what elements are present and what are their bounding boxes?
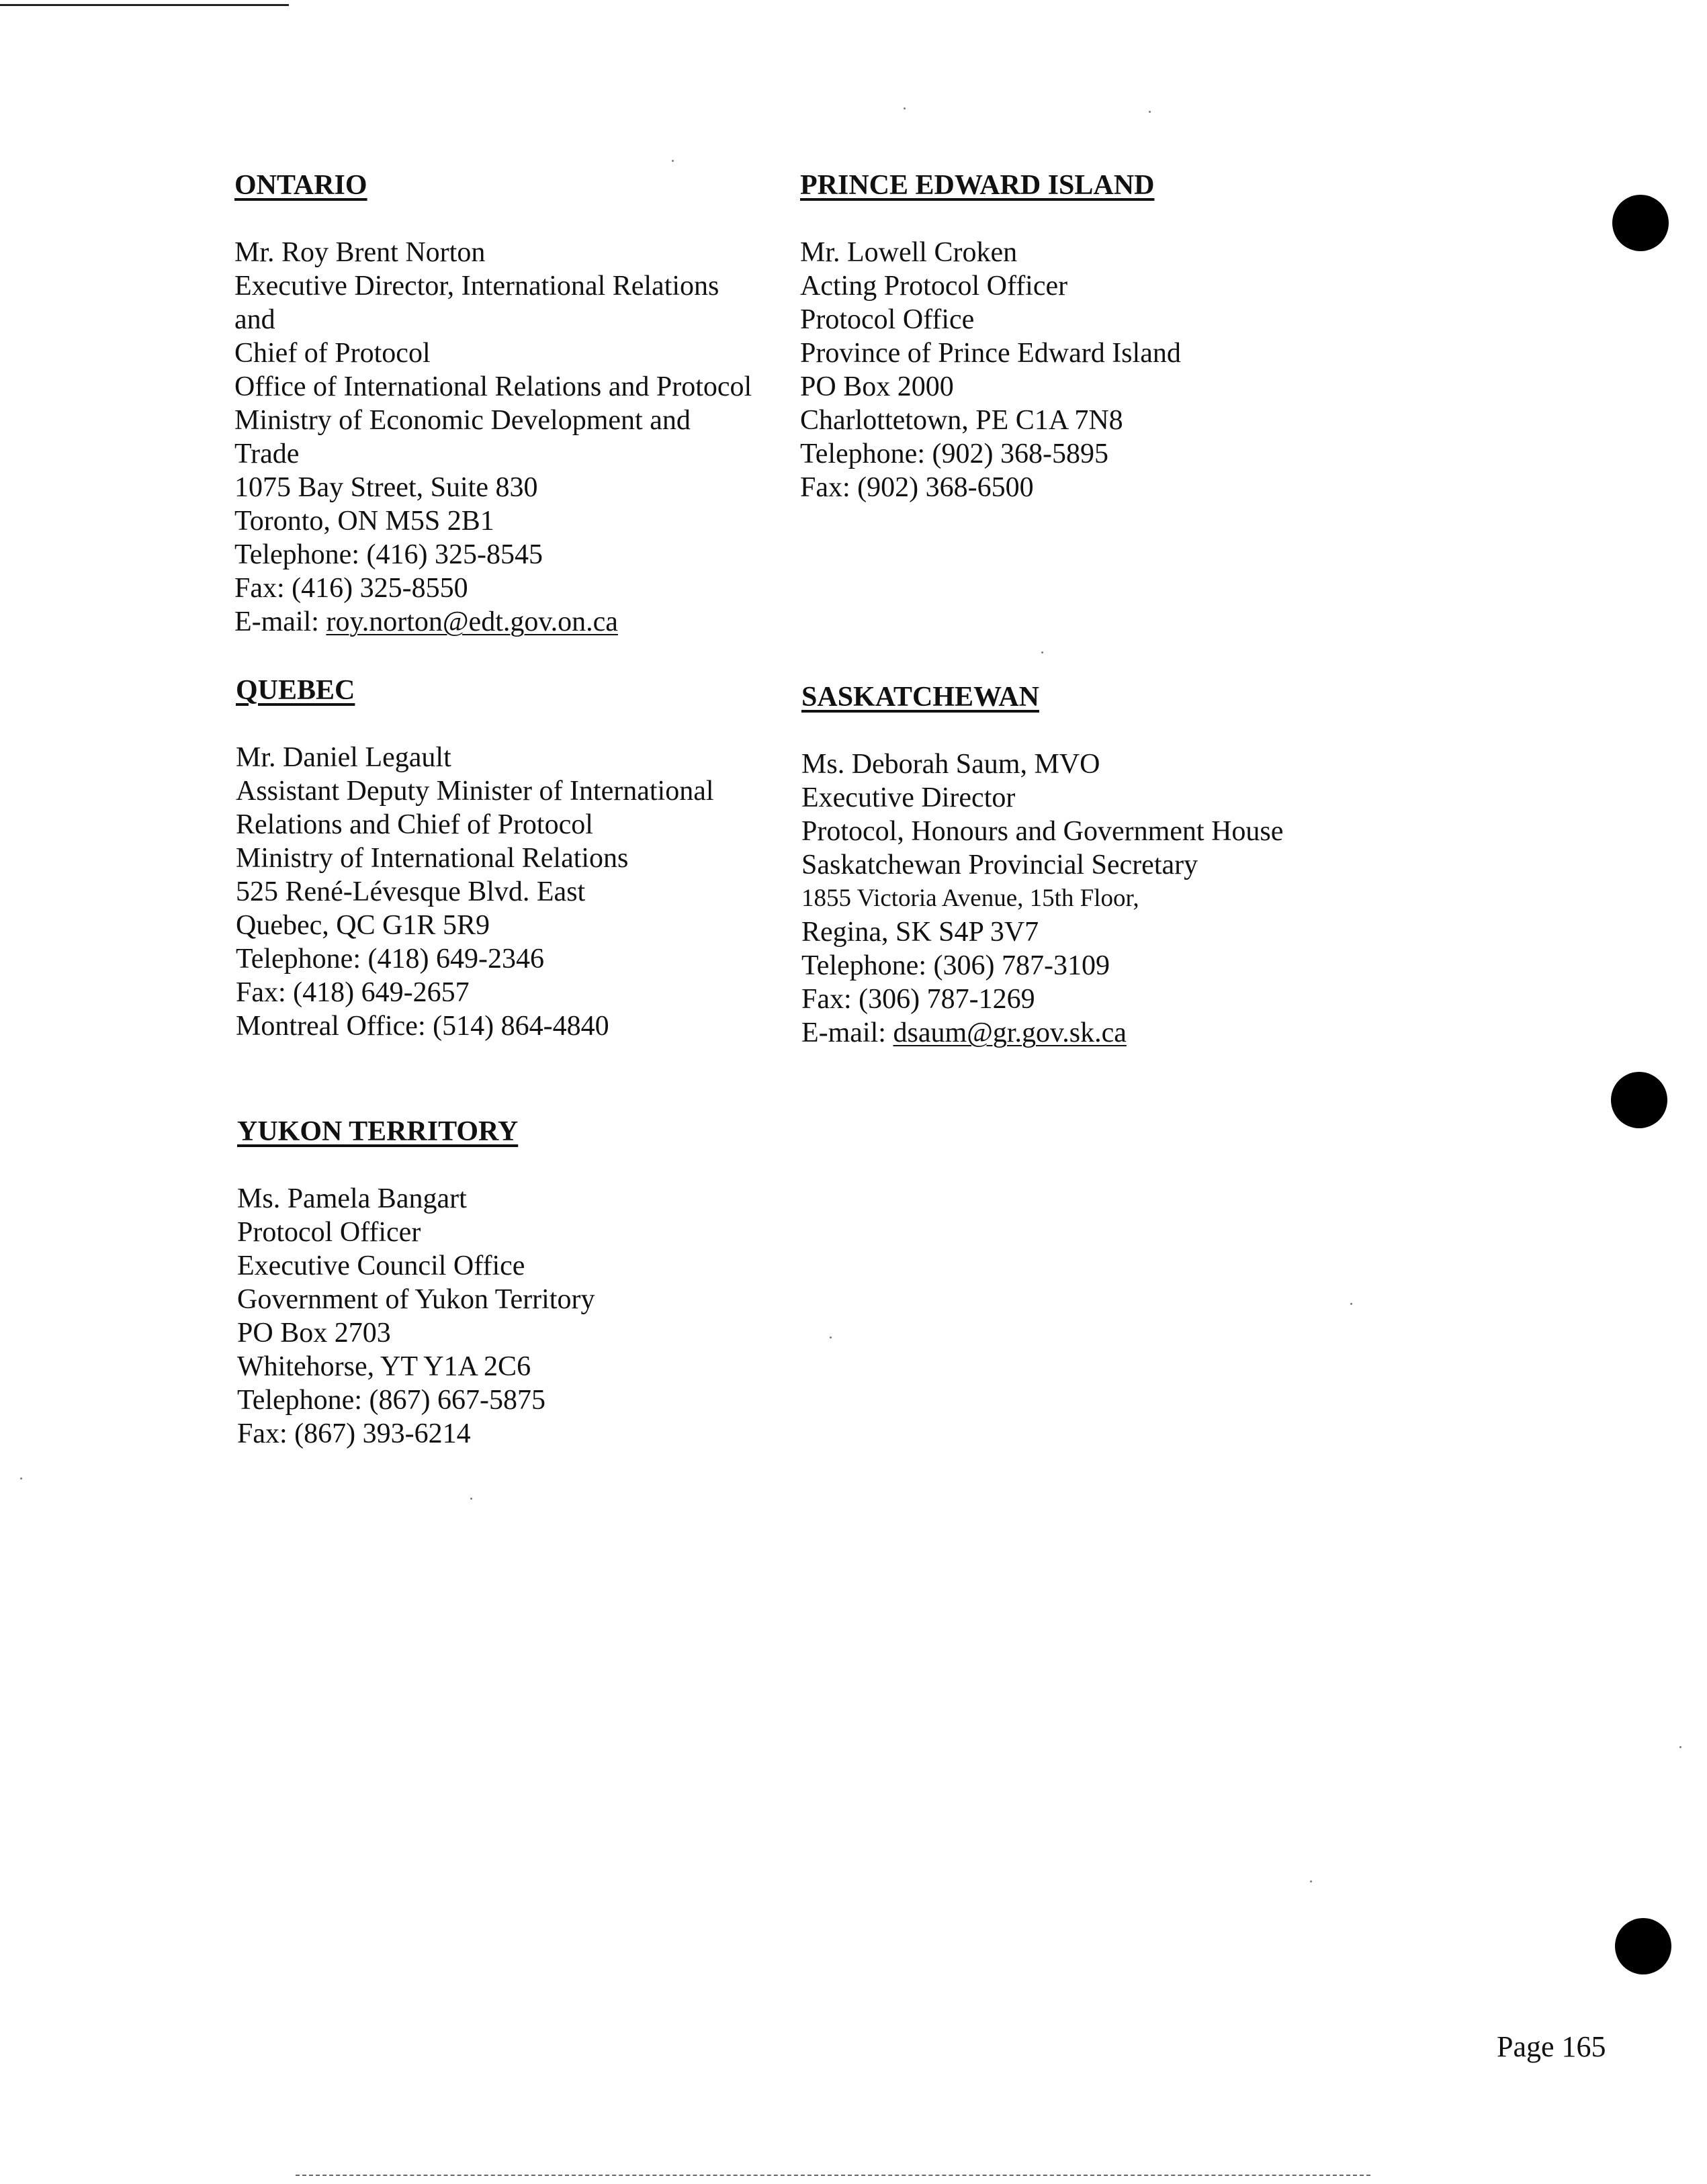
page-number: Page 165 bbox=[1497, 2030, 1606, 2063]
ontario-line: and bbox=[234, 304, 275, 335]
scan-speck bbox=[1310, 1880, 1312, 1882]
punch-hole-icon bbox=[1611, 1072, 1667, 1128]
scan-speck bbox=[904, 107, 906, 109]
pei-line: Protocol Office bbox=[800, 304, 975, 335]
scan-speck bbox=[470, 1498, 472, 1500]
quebec-section bbox=[236, 674, 714, 1043]
yukon-line: Whitehorse, YT Y1A 2C6 bbox=[237, 1351, 531, 1382]
yukon-line: PO Box 2703 bbox=[237, 1318, 391, 1349]
scan-speck bbox=[1149, 111, 1151, 113]
ontario-section bbox=[234, 169, 752, 639]
saskatchewan-line: 1855 Victoria Avenue, 15th Floor, bbox=[801, 884, 1139, 912]
pei-line: Fax: (902) 368-6500 bbox=[800, 472, 1034, 503]
ontario-email-line bbox=[234, 605, 752, 639]
ontario-line: Toronto, ON M5S 2B1 bbox=[234, 506, 494, 537]
ontario-heading: ONTARIO bbox=[234, 170, 367, 201]
quebec-line: Ministry of International Relations bbox=[236, 843, 629, 874]
top-edge-rule bbox=[0, 4, 289, 6]
ontario-line: Trade bbox=[234, 439, 300, 469]
ontario-line: Office of International Relations and Protocol bbox=[234, 371, 752, 402]
quebec-line: Assistant Deputy Minister of International bbox=[236, 776, 714, 807]
pei-line: Acting Protocol Officer bbox=[800, 271, 1068, 302]
saskatchewan-section bbox=[801, 680, 1283, 1050]
ontario-line: Ministry of Economic Development and bbox=[234, 405, 691, 436]
punch-hole-icon bbox=[1615, 1918, 1671, 1974]
quebec-line: Quebec, QC G1R 5R9 bbox=[236, 910, 490, 941]
pei-line: Mr. Lowell Croken bbox=[800, 237, 1018, 268]
saskatchewan-email-line bbox=[801, 1016, 1283, 1050]
saskatchewan-line: Protocol, Honours and Government House bbox=[801, 816, 1284, 847]
scan-speck bbox=[20, 1477, 22, 1480]
quebec-line: Mr. Daniel Legault bbox=[236, 742, 451, 773]
ontario-email-link[interactable]: roy.norton@edt.gov.on.ca bbox=[326, 606, 618, 637]
saskatchewan-email-label: E-mail: bbox=[801, 1017, 886, 1048]
quebec-line: Relations and Chief of Protocol bbox=[236, 809, 593, 840]
saskatchewan-line: Ms. Deborah Saum, MVO bbox=[801, 749, 1100, 780]
yukon-line: Government of Yukon Territory bbox=[237, 1284, 595, 1315]
saskatchewan-line: Regina, SK S4P 3V7 bbox=[801, 917, 1039, 948]
ontario-line: Fax: (416) 325-8550 bbox=[234, 573, 468, 604]
ontario-line: Executive Director, International Relations bbox=[234, 271, 719, 302]
yukon-line: Executive Council Office bbox=[237, 1250, 525, 1281]
yukon-line: Protocol Officer bbox=[237, 1217, 421, 1248]
ontario-line: Telephone: (416) 325-8545 bbox=[234, 539, 543, 570]
quebec-line: Montreal Office: (514) 864-4840 bbox=[236, 1011, 609, 1042]
yukon-line: Fax: (867) 393-6214 bbox=[237, 1418, 471, 1449]
yukon-heading: YUKON TERRITORY bbox=[237, 1116, 519, 1147]
saskatchewan-line: Fax: (306) 787-1269 bbox=[801, 984, 1035, 1015]
pei-heading: PRINCE EDWARD ISLAND bbox=[800, 170, 1155, 201]
saskatchewan-email-link[interactable]: dsaum@gr.gov.sk.ca bbox=[893, 1017, 1127, 1048]
saskatchewan-line: Telephone: (306) 787-3109 bbox=[801, 950, 1110, 981]
yukon-line: Ms. Pamela Bangart bbox=[237, 1183, 467, 1214]
scan-speck bbox=[1041, 651, 1043, 653]
punch-hole-icon bbox=[1612, 195, 1669, 251]
saskatchewan-line: Saskatchewan Provincial Secretary bbox=[801, 850, 1198, 880]
ontario-line: 1075 Bay Street, Suite 830 bbox=[234, 472, 538, 503]
bottom-edge-rule bbox=[296, 2175, 1370, 2177]
pei-line: Charlottetown, PE C1A 7N8 bbox=[800, 405, 1123, 436]
quebec-line: Fax: (418) 649-2657 bbox=[236, 977, 470, 1008]
pei-section bbox=[800, 169, 1181, 504]
quebec-line: 525 René-Lévesque Blvd. East bbox=[236, 876, 586, 907]
scan-speck bbox=[1679, 1746, 1681, 1748]
yukon-line: Telephone: (867) 667-5875 bbox=[237, 1385, 545, 1416]
scan-speck bbox=[830, 1336, 832, 1338]
yukon-section bbox=[237, 1115, 595, 1451]
scan-speck bbox=[672, 160, 674, 162]
pei-line: Province of Prince Edward Island bbox=[800, 338, 1181, 369]
quebec-line: Telephone: (418) 649-2346 bbox=[236, 944, 544, 974]
quebec-heading: QUEBEC bbox=[236, 675, 355, 706]
pei-line: Telephone: (902) 368-5895 bbox=[800, 439, 1108, 469]
scan-speck bbox=[1350, 1303, 1352, 1305]
ontario-line: Chief of Protocol bbox=[234, 338, 431, 369]
ontario-line: Mr. Roy Brent Norton bbox=[234, 237, 486, 268]
saskatchewan-line: Executive Director bbox=[801, 782, 1016, 813]
pei-line: PO Box 2000 bbox=[800, 371, 954, 402]
ontario-email-label: E-mail: bbox=[234, 606, 319, 637]
saskatchewan-heading: SASKATCHEWAN bbox=[801, 682, 1039, 713]
